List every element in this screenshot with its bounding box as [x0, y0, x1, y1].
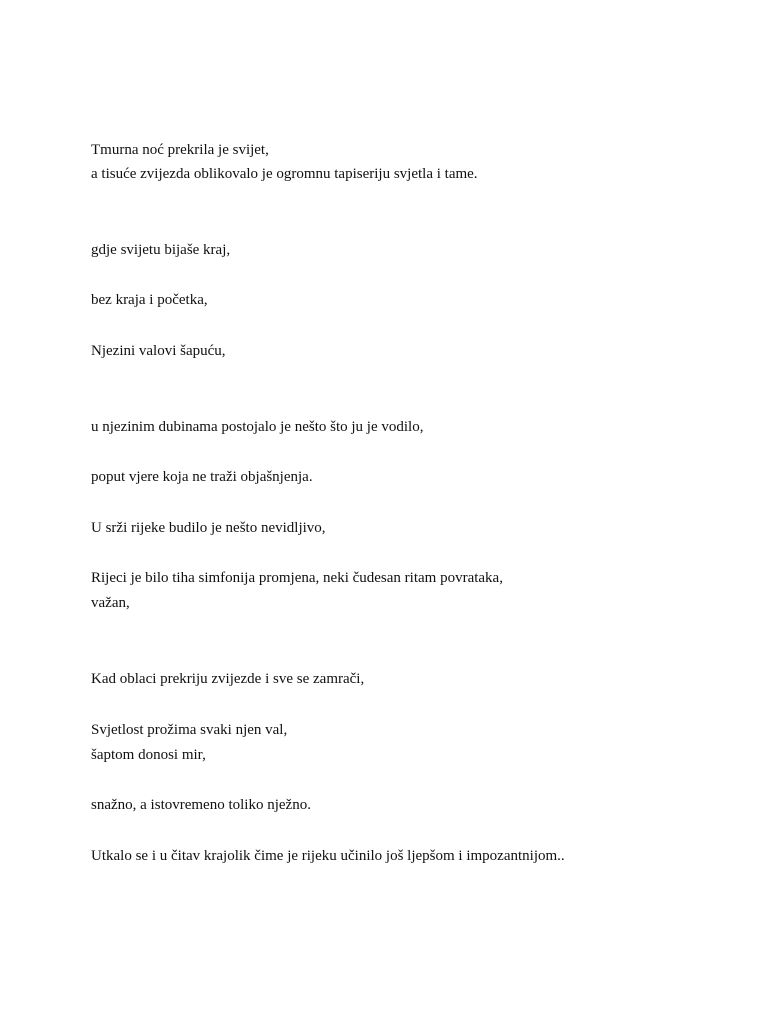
- text-line: u njezinim dubinama postojalo je nešto što ju je vodilo,: [91, 419, 424, 435]
- text-line: bez kraja i početka,: [91, 292, 208, 308]
- text-line: Njezini valovi šapuću,: [91, 343, 226, 359]
- text-line: a tisuće zvijezda oblikovalo je ogromnu tapiseriju svjetla i tame.: [91, 166, 478, 182]
- text-line: U srži rijeke budilo je nešto nevidljivo,: [91, 520, 326, 536]
- text-line: Rijeci je bilo tiha simfonija promjena, neki čudesan ritam povrataka,: [91, 570, 503, 586]
- text-line: važan,: [91, 595, 130, 611]
- text-line: Utkalo se i u čitav krajolik čime je rijeku učinilo još ljepšom i impozantnijom..: [91, 848, 565, 864]
- text-line: Kad oblaci prekriju zvijezde i sve se zamrači,: [91, 671, 365, 687]
- text-line: gdje svijetu bijaše kraj,: [91, 242, 231, 258]
- text-line: šaptom donosi mir,: [91, 747, 206, 763]
- text-line: Svjetlost prožima svaki njen val,: [91, 722, 288, 738]
- text-line: poput vjere koja ne traži objašnjenja.: [91, 469, 313, 485]
- text-line: snažno, a istovremeno toliko nježno.: [91, 797, 311, 813]
- text-line: Tmurna noć prekrila je svijet,: [91, 142, 269, 158]
